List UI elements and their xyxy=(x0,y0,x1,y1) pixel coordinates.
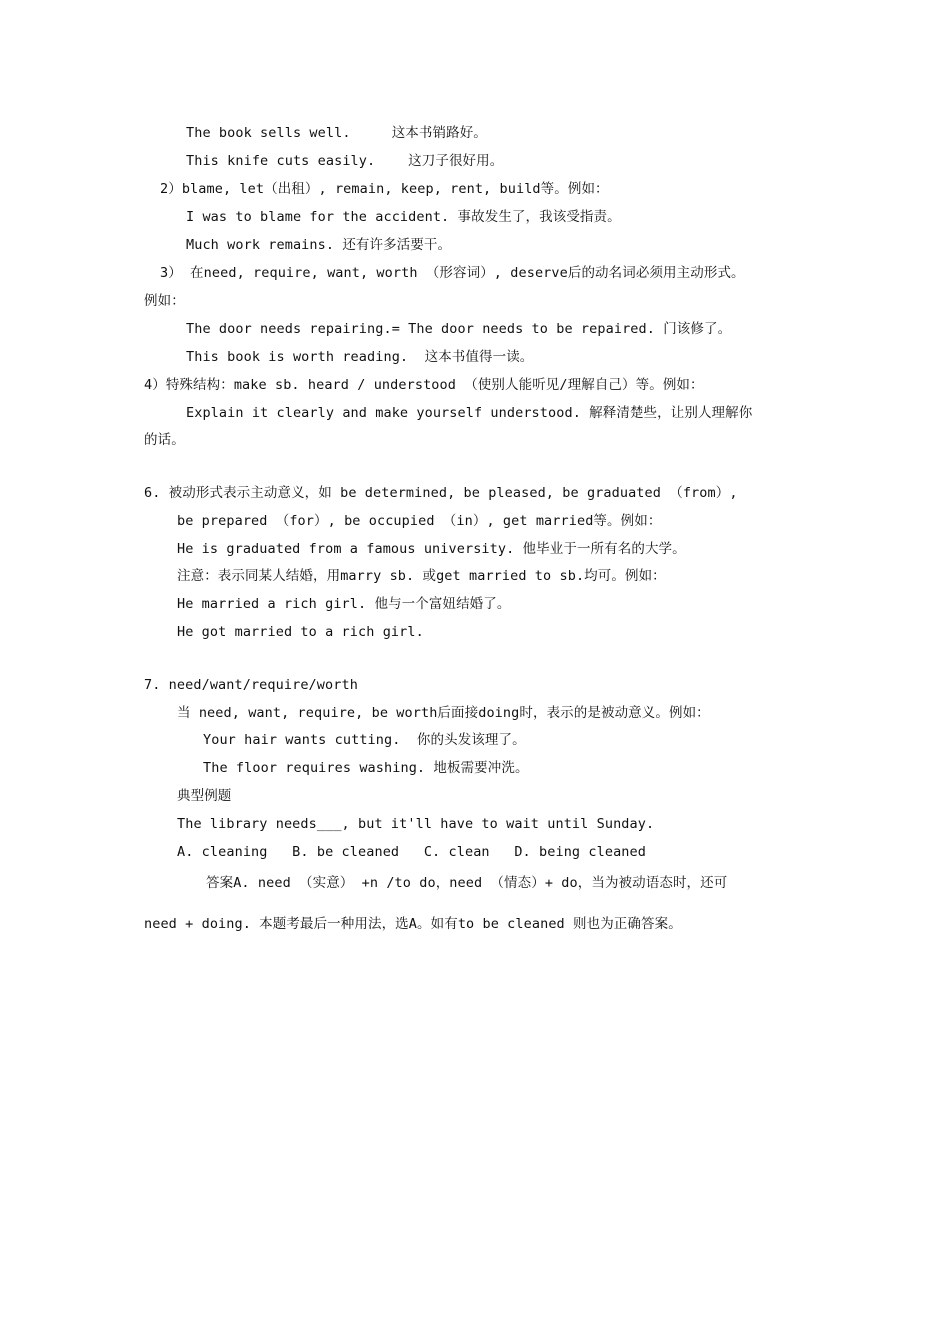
options-line: A. cleaning B. be cleaned C. clean D. being cleaned xyxy=(177,844,646,860)
answer-line: need + doing. 本题考最后一种用法，选A。如有to be cleaned 则也为正确答案。 xyxy=(144,916,682,932)
text-line: 当 need, want, require, be worth后面接doing时，表示的是被动意义。例如： xyxy=(177,705,710,721)
example-line: The floor requires washing. 地板需要冲洗。 xyxy=(203,760,529,776)
subheading: 典型例题 xyxy=(177,788,232,804)
rule-heading: 4）特殊结构：make sb. heard / understood （使别人能听见/理解自己）等。例如： xyxy=(144,377,704,393)
example-line: He got married to a rich girl. xyxy=(177,624,424,640)
note-line: 注意：表示同某人结婚，用marry sb. 或get married to sb.均可。例如： xyxy=(177,568,666,584)
section-heading: 7. need/want/require/worth xyxy=(144,677,358,693)
example-line: He married a rich girl. 他与一个富妞结婚了。 xyxy=(177,596,511,612)
question-line: The library needs___, but it'll have to wait until Sunday. xyxy=(177,816,655,832)
example-line: This book is worth reading. 这本书值得一读。 xyxy=(186,349,534,365)
example-line: The book sells well. 这本书销路好。 xyxy=(186,125,487,141)
example-line: He is graduated from a famous university. 他毕业于一所有名的大学。 xyxy=(177,541,686,557)
example-line: Much work remains. 还有许多活要干。 xyxy=(186,237,452,253)
rule-heading: 3） 在need, require, want, worth （形容词）, deserve后的动名词必须用主动形式。 xyxy=(160,265,745,281)
text-line: 例如： xyxy=(144,293,185,309)
text-line: 的话。 xyxy=(144,432,185,448)
answer-line: 答案A. need （实意） +n /to do，need （情态）+ do，当为被动语态时，还可 xyxy=(206,875,728,891)
example-line: Your hair wants cutting. 你的头发该理了。 xyxy=(203,732,526,748)
example-line: Explain it clearly and make yourself understood. 解释清楚些，让别人理解你 xyxy=(186,405,753,421)
example-line: I was to blame for the accident. 事故发生了，我该受指责。 xyxy=(186,209,621,225)
text-line: be prepared （for）, be occupied （in）, get married等。例如： xyxy=(177,513,662,529)
example-line: This knife cuts easily. 这刀子很好用。 xyxy=(186,153,504,169)
section-heading: 6. 被动形式表示主动意义，如 be determined, be pleased, be graduated （from）, xyxy=(144,485,738,501)
rule-heading: 2）blame, let（出租）, remain, keep, rent, build等。例如： xyxy=(160,181,609,197)
example-line: The door needs repairing.= The door needs to be repaired. 门该修了。 xyxy=(186,321,732,337)
